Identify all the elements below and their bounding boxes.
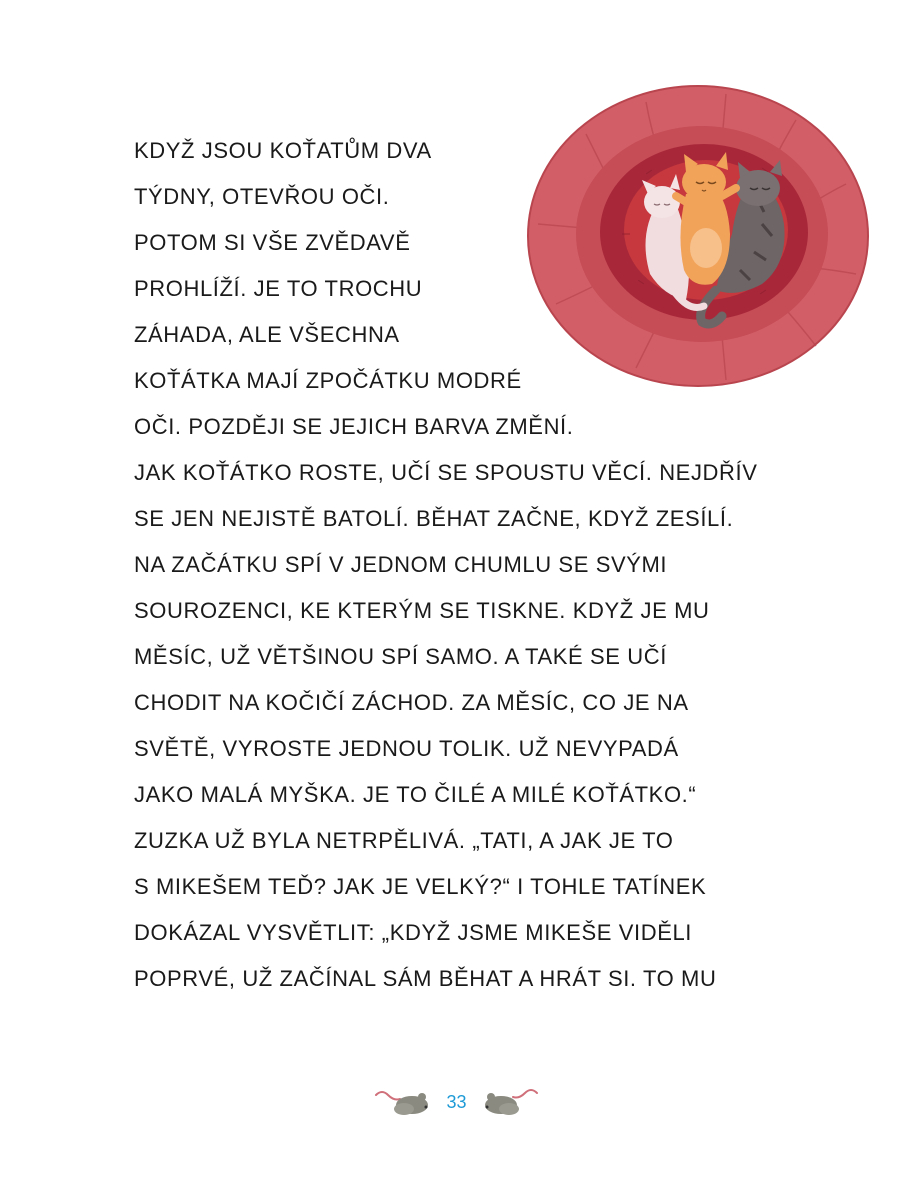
mouse-icon: [481, 1085, 539, 1119]
text-line: SVĚTĚ, VYROSTE JEDNOU TOLIK. UŽ NEVYPADÁ: [134, 736, 679, 761]
text-line: POTOM SI VŠE ZVĚDAVĚ: [134, 230, 411, 255]
text-line: PROHLÍŽÍ. JE TO TROCHU: [134, 276, 423, 301]
text-line: POPRVÉ, UŽ ZAČÍNAL SÁM BĚHAT A HRÁT SI. TO MU: [134, 966, 717, 991]
text-line: JAK KOŤÁTKO ROSTE, UČÍ SE SPOUSTU VĚCÍ. NEJDŘÍV: [134, 460, 758, 485]
text-line: NA ZAČÁTKU SPÍ V JEDNOM CHUMLU SE SVÝMI: [134, 552, 668, 577]
text-line: KDYŽ JSOU KOŤATŮM DVA: [134, 138, 432, 163]
text-line: SE JEN NEJISTĚ BATOLÍ. BĚHAT ZAČNE, KDYŽ ZESÍLÍ.: [134, 506, 734, 531]
story-text: [134, 128, 834, 1002]
text-line: KOŤÁTKA MAJÍ ZPOČÁTKU MODRÉ: [134, 368, 522, 393]
text-line: CHODIT NA KOČIČÍ ZÁCHOD. ZA MĚSÍC, CO JE NA: [134, 690, 689, 715]
text-line: ZÁHADA, ALE VŠECHNA: [134, 322, 400, 347]
text-line: ZUZKA UŽ BYLA NETRPĚLIVÁ. „TATI, A JAK JE TO: [134, 828, 674, 853]
text-line: SOUROZENCI, KE KTERÝM SE TISKNE. KDYŽ JE MU: [134, 598, 710, 623]
text-line: JAKO MALÁ MYŠKA. JE TO ČILÉ A MILÉ KOŤÁTKO.“: [134, 782, 697, 807]
text-line: TÝDNY, OTEVŘOU OČI.: [134, 184, 390, 209]
text-line: DOKÁZAL VYSVĚTLIT: „KDYŽ JSME MIKEŠE VIDĚLI: [134, 920, 693, 945]
page-number: 33: [446, 1092, 467, 1112]
text-line: MĚSÍC, UŽ VĚTŠINOU SPÍ SAMO. A TAKÉ SE UČÍ: [134, 644, 667, 669]
mouse-icon: [374, 1085, 432, 1119]
text-line: S MIKEŠEM TEĎ? JAK JE VELKÝ?“ I TOHLE TATÍNEK: [134, 874, 707, 899]
page-footer: [0, 1082, 913, 1122]
text-line: OČI. POZDĚJI SE JEJICH BARVA ZMĚNÍ.: [134, 414, 574, 439]
